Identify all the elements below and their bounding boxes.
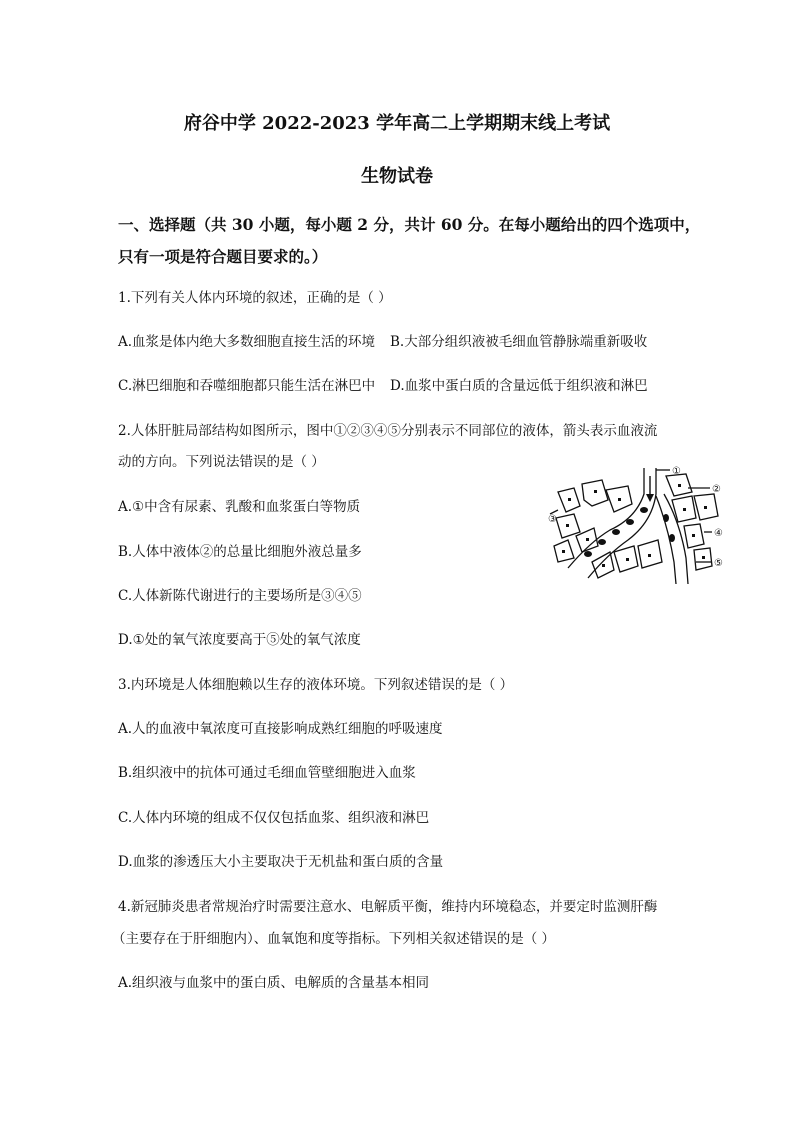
figure-label-5: ⑤ <box>714 558 723 569</box>
exam-subtitle: 生物试卷 <box>361 166 433 187</box>
q2-option-b: B.人体中液体②的总量比细胞外液总量多 <box>118 544 362 560</box>
q2-option-c: C.人体新陈代谢进行的主要场所是③④⑤ <box>118 588 362 604</box>
q3-option-a: A.人的血液中氧浓度可直接影响成熟红细胞的呼吸速度 <box>118 721 443 737</box>
section-heading-line2: 只有一项是符合题目要求的。） <box>118 247 328 266</box>
q4-option-a: A.组织液与血浆中的蛋白质、电解质的含量基本相同 <box>118 975 430 991</box>
q1-option-d: D.血浆中蛋白质的含量远低于组织液和淋巴 <box>390 378 648 394</box>
q3-option-d: D.血浆的渗透压大小主要取决于无机盐和蛋白质的含量 <box>118 854 444 870</box>
figure-label-3: ③ <box>548 514 557 525</box>
figure-label-1: ① <box>672 466 681 477</box>
q2-stem-line2: 动的方向。下列说法错误的是（ ） <box>118 454 325 470</box>
section-heading-line1: 一、选择题（共 30 小题，每小题 2 分，共计 60 分。在每小题给出的四个选项中， <box>118 215 701 234</box>
q3-option-b: B.组织液中的抗体可通过毛细血管壁细胞进入血浆 <box>118 765 416 781</box>
q1-option-c: C.淋巴细胞和吞噬细胞都只能生活在淋巴中 <box>118 378 376 394</box>
liver-tissue-figure <box>548 466 728 586</box>
q4-stem-line1: 4.新冠肺炎患者常规治疗时需要注意水、电解质平衡，维持内环境稳态，并要定时监测肝酶 <box>118 899 658 915</box>
q2-option-a: A.①中含有尿素、乳酸和血浆蛋白等物质 <box>118 499 361 515</box>
q3-option-c: C.人体内环境的组成不仅仅包括血浆、组织液和淋巴 <box>118 810 430 826</box>
q1-option-a: A.血浆是体内绝大多数细胞直接生活的环境 <box>118 334 376 350</box>
exam-title: 府谷中学 2022-2023 学年高二上学期期末线上考试 <box>183 113 611 134</box>
q2-option-d: D.①处的氧气浓度要高于⑤处的氧气浓度 <box>118 632 361 648</box>
q1-option-b: B.大部分组织液被毛细血管静脉端重新吸收 <box>390 334 648 350</box>
q1-stem: 1.下列有关人体内环境的叙述，正确的是（ ） <box>118 290 392 306</box>
figure-label-4: ④ <box>714 528 723 539</box>
q2-stem-line1: 2.人体肝脏局部结构如图所示，图中①②③④⑤分别表示不同部位的液体，箭头表示血液流 <box>118 423 658 439</box>
q4-stem-line2: （主要存在于肝细胞内）、血氧饱和度等指标。下列相关叙述错误的是（ ） <box>112 931 556 947</box>
figure-label-2: ② <box>712 484 721 495</box>
q3-stem: 3.内环境是人体细胞赖以生存的液体环境。下列叙述错误的是（ ） <box>118 677 514 693</box>
